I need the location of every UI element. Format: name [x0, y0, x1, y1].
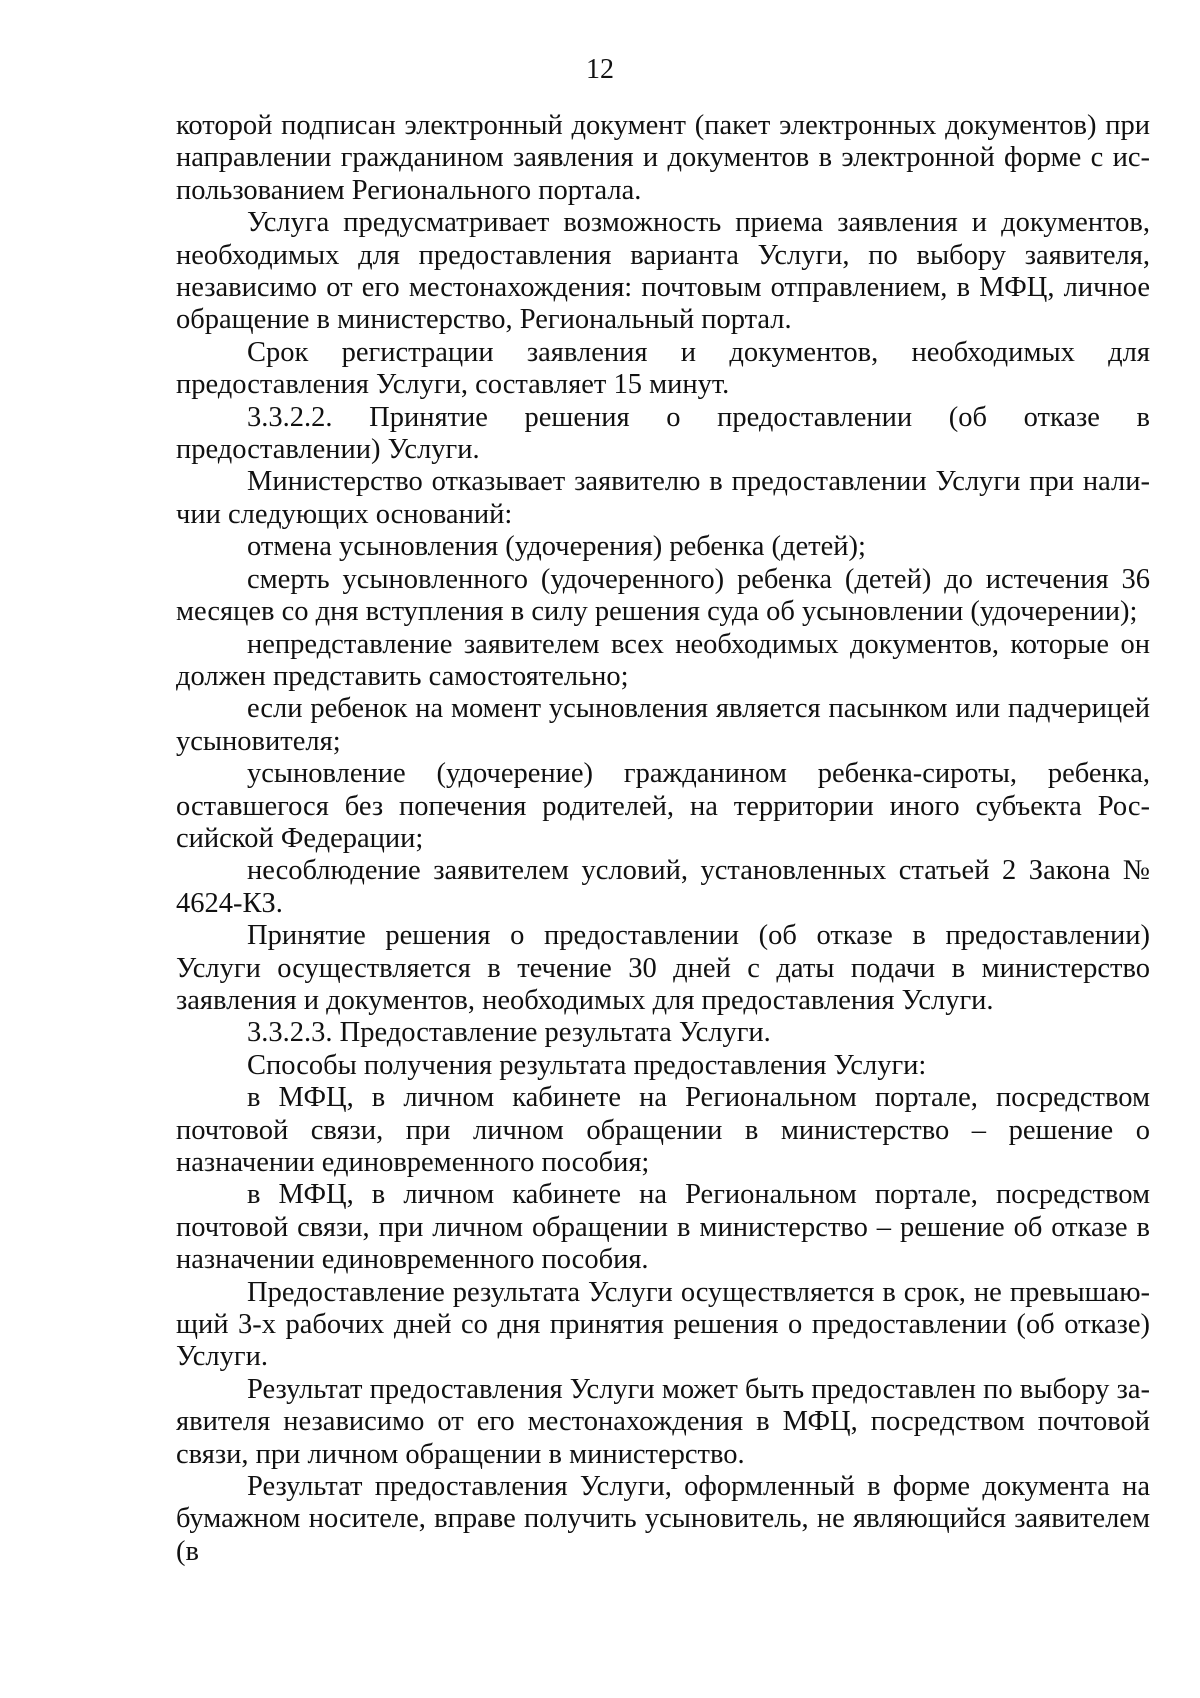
paragraph: Результат предоставления Услуги может быть предоставлен по выбору заявителя независимо от его местонахождения в МФЦ, посредством почтовой связи, при личном обращении в министерство. — [176, 1373, 1150, 1470]
paragraph: Способы получения результата предоставления Услуги: — [247, 1049, 927, 1081]
list-item: непредставление заявителем всех необходимых документов, которые он должен представить самостоятельно; — [176, 628, 1150, 692]
paragraph: Предоставление результата Услуги осуществляется в срок, не превышающий 3-х рабочих дней со дня принятия решения о предоставлении (об отказе) Услуги. — [176, 1276, 1150, 1373]
document-body — [176, 110, 1150, 1568]
list-item: если ребенок на момент усыновления является пасынком или падчерицей усыновителя; — [176, 693, 1150, 757]
list-item: несоблюдение заявителем условий, установленных статьей 2 Закона № 4624-КЗ. — [176, 855, 1150, 919]
list-item: в МФЦ, в личном кабинете на Региональном портале, посредством почтовой связи, при личном обращении в министерство – решение об отказе в назначении единовременного пособия. — [176, 1179, 1150, 1276]
list-item: отмена усыновления (удочерения) ребенка (детей); — [247, 531, 866, 563]
paragraph: Услуга предусматривает возможность приема заявления и документов, необходимых для предоставления варианта Услуги, по выбору заявителя, независимо от его местонахождения: почтовым отправлением, в МФЦ, личное обращение в министерство, Региональный портал. — [176, 207, 1150, 336]
paragraph: Министерство отказывает заявителю в предоставлении Услуги при наличии следующих оснований: — [176, 466, 1150, 530]
paragraph: Принятие решения о предоставлении (об отказе в предоставлении) Услуги осуществляется в течение 30 дней с даты подачи в министерство заявления и документов, необходимых для предоставления Услуги. — [176, 920, 1150, 1016]
list-item: смерть усыновленного (удочеренного) ребенка (детей) до истечения 36 месяцев со дня вступления в силу решения суда об усыновлении (удочерении); — [176, 563, 1150, 628]
paragraph: Результат предоставления Услуги, оформленный в форме документа на бумажном носителе, вправе получить усыновитель, не являющийся заявителем (в — [176, 1471, 1150, 1567]
section-heading: 3.3.2.3. Предоставление результата Услуги. — [247, 1017, 771, 1049]
list-item: усыновление (удочерение) гражданином ребенка-сироты, ребенка, оставшегося без попечения родителей, на территории иного субъекта Российской Федерации; — [176, 758, 1150, 854]
page-number: 12 — [586, 54, 614, 85]
paragraph: Срок регистрации заявления и документов, необходимых для предоставления Услуги, составляет 15 минут. — [176, 336, 1150, 401]
list-item: в МФЦ, в личном кабинете на Региональном портале, посредством почтовой связи, при личном обращении в министерство – решение о назначении единовременного пособия; — [176, 1082, 1150, 1178]
paragraph-continuation: которой подписан электронный документ (пакет электронных документов) при направлении гражданином заявления и документов в электронной форме с использованием Регионального портала. — [176, 110, 1150, 206]
section-heading: 3.3.2.2. Принятие решения о предоставлении (об отказе в предоставлении) Услуги. — [176, 401, 1150, 466]
